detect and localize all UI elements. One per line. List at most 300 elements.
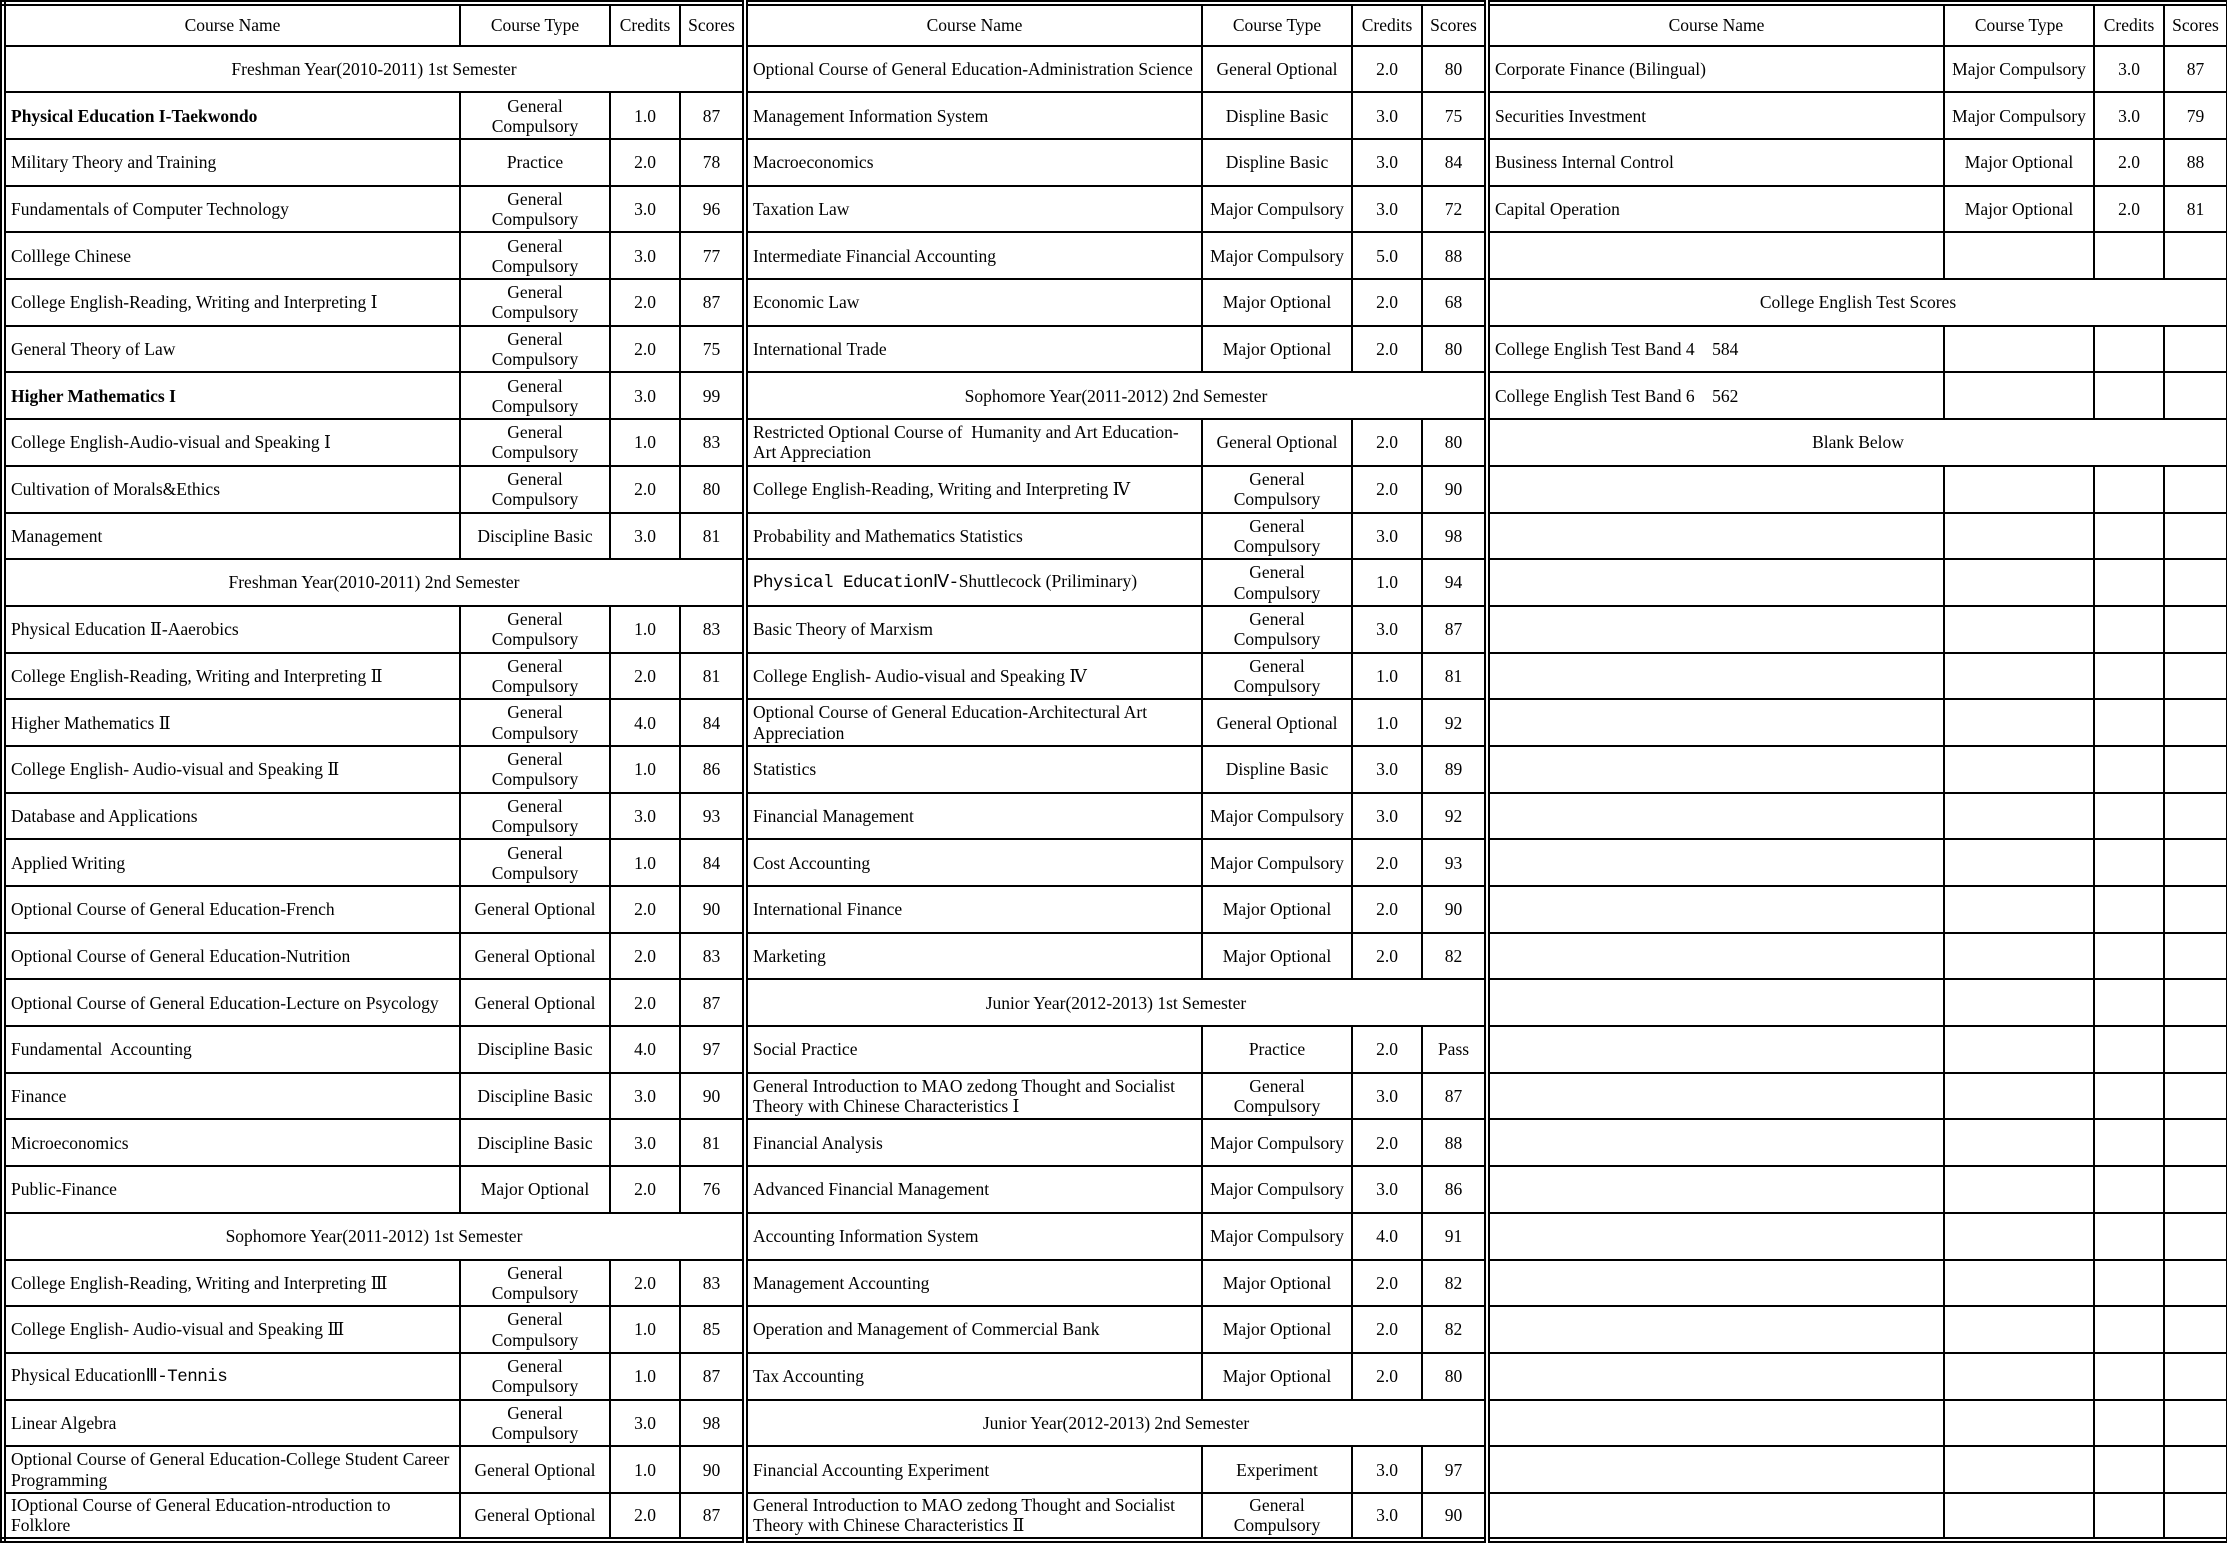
course-name-cell: Optional Course of General Education-College Student Career Programming [3, 1446, 460, 1493]
table-row [3, 1260, 2227, 1307]
course-name-cell: Finance [3, 1073, 460, 1120]
course-type-cell [1944, 653, 2094, 700]
course-name-cell: College English-Audio-visual and Speaking Ⅰ [3, 419, 460, 466]
credits-cell: 2.0 [610, 1493, 680, 1540]
course-type-cell: Displine Basic [1202, 746, 1352, 793]
score-cell: 93 [680, 793, 745, 840]
score-cell: 72 [1422, 186, 1487, 233]
score-cell [2164, 979, 2227, 1026]
course-type-cell: General Compulsory [460, 746, 610, 793]
credits-cell: 1.0 [610, 1446, 680, 1493]
score-cell: 90 [1422, 1493, 1487, 1540]
course-type-cell: Displine Basic [1202, 139, 1352, 186]
table-row [3, 139, 2227, 186]
header-credits: Credits [2094, 3, 2164, 46]
course-type-cell: General Compulsory [1202, 606, 1352, 653]
table-row [3, 1166, 2227, 1213]
table-row [3, 1400, 2227, 1447]
course-type-cell: General Optional [460, 933, 610, 980]
course-name-cell: Optional Course of General Education-Nutrition [3, 933, 460, 980]
score-cell: 81 [680, 513, 745, 560]
score-cell [2164, 1260, 2227, 1307]
course-type-cell [1944, 232, 2094, 279]
credits-cell: 3.0 [1352, 513, 1422, 560]
course-type-cell: General Compulsory [1202, 559, 1352, 606]
course-name-cell: General Introduction to MAO zedong Thought and Socialist Theory with Chinese Characteristics Ⅰ [745, 1073, 1202, 1120]
score-cell [2164, 1119, 2227, 1166]
course-name-cell: Linear Algebra [3, 1400, 460, 1447]
course-name-cell [1487, 232, 1944, 279]
score-cell: 75 [1422, 92, 1487, 139]
table-row [3, 372, 2227, 419]
score-cell: 83 [680, 606, 745, 653]
header-course-type: Course Type [1202, 3, 1352, 46]
table-row [3, 279, 2227, 326]
course-type-cell: General Optional [460, 886, 610, 933]
course-name-cell: Higher Mathematics I [3, 372, 460, 419]
course-type-cell: General Compulsory [460, 699, 610, 746]
course-type-cell: Discipline Basic [460, 1119, 610, 1166]
score-cell [2164, 886, 2227, 933]
credits-cell: 3.0 [610, 186, 680, 233]
table-row [3, 46, 2227, 93]
course-type-cell: Major Optional [460, 1166, 610, 1213]
course-name-cell: General Theory of Law [3, 326, 460, 373]
course-name-cell: Higher Mathematics Ⅱ [3, 699, 460, 746]
table-row [3, 326, 2227, 373]
credits-cell [2094, 699, 2164, 746]
course-name-segment: Shuttlecock (Priliminary) [958, 571, 1138, 592]
course-type-cell [1944, 886, 2094, 933]
score-cell: 85 [680, 1306, 745, 1353]
credits-cell [2094, 933, 2164, 980]
course-name-cell [1487, 839, 1944, 886]
course-type-cell: Major Compulsory [1202, 793, 1352, 840]
credits-cell: 3.0 [610, 232, 680, 279]
course-type-cell: General Compulsory [460, 232, 610, 279]
credits-cell [2094, 793, 2164, 840]
credits-cell: 1.0 [610, 746, 680, 793]
credits-cell: 2.0 [610, 139, 680, 186]
credits-cell [2094, 653, 2164, 700]
course-type-cell [1944, 793, 2094, 840]
course-name-cell: Corporate Finance (Bilingual) [1487, 46, 1944, 93]
score-cell: 87 [2164, 46, 2227, 93]
score-cell: 88 [2164, 139, 2227, 186]
score-cell: 82 [1422, 1260, 1487, 1307]
score-cell: 98 [1422, 513, 1487, 560]
credits-cell [2094, 839, 2164, 886]
table-row [3, 979, 2227, 1026]
score-cell: 77 [680, 232, 745, 279]
course-type-cell: Major Optional [1944, 139, 2094, 186]
table-row [3, 466, 2227, 513]
credits-cell [2094, 1493, 2164, 1540]
table-row [3, 746, 2227, 793]
score-cell: 83 [680, 419, 745, 466]
credits-cell [2094, 1260, 2164, 1307]
course-name-cell [3, 1353, 460, 1400]
course-type-cell [1944, 1213, 2094, 1260]
course-name-cell: College English-Reading, Writing and Interpreting Ⅱ [3, 653, 460, 700]
credits-cell: 2.0 [1352, 933, 1422, 980]
score-cell: 81 [2164, 186, 2227, 233]
course-name-cell: Database and Applications [3, 793, 460, 840]
score-cell: 83 [680, 1260, 745, 1307]
course-type-cell [1944, 1306, 2094, 1353]
course-type-cell [1944, 466, 2094, 513]
course-type-cell: General Compulsory [460, 793, 610, 840]
course-name-cell: Microeconomics [3, 1119, 460, 1166]
score-cell: 86 [680, 746, 745, 793]
credits-cell: 2.0 [610, 1166, 680, 1213]
credits-cell: 2.0 [1352, 46, 1422, 93]
credits-cell: 1.0 [610, 92, 680, 139]
course-name-cell: Optional Course of General Education-Administration Science [745, 46, 1202, 93]
table-row [3, 1446, 2227, 1493]
credits-cell [2094, 1119, 2164, 1166]
score-cell: 90 [1422, 886, 1487, 933]
course-name-cell: Tax Accounting [745, 1353, 1202, 1400]
score-cell: 89 [1422, 746, 1487, 793]
credits-cell: 3.0 [610, 372, 680, 419]
score-cell: 81 [680, 1119, 745, 1166]
course-type-cell [1944, 1353, 2094, 1400]
credits-cell: 1.0 [1352, 699, 1422, 746]
course-name-cell: College English-Reading, Writing and Interpreting Ⅲ [3, 1260, 460, 1307]
score-cell: 79 [2164, 92, 2227, 139]
course-name-cell [1487, 1026, 1944, 1073]
credits-cell [2094, 1400, 2164, 1447]
score-cell [2164, 699, 2227, 746]
course-name-cell [1487, 1493, 1944, 1540]
table-row [3, 92, 2227, 139]
score-cell: 90 [680, 1446, 745, 1493]
score-cell: 81 [680, 653, 745, 700]
credits-cell [2094, 606, 2164, 653]
credits-cell: 2.0 [610, 466, 680, 513]
course-name-cell: Accounting Information System [745, 1213, 1202, 1260]
course-name-cell: Restricted Optional Course of Humanity and Art Education-Art Appreciation [745, 419, 1202, 466]
credits-cell: 3.0 [1352, 793, 1422, 840]
credits-cell: 3.0 [2094, 46, 2164, 93]
credits-cell [2094, 1026, 2164, 1073]
course-name-cell: Financial Analysis [745, 1119, 1202, 1166]
table-row [3, 1493, 2227, 1540]
course-type-cell: Major Optional [1944, 186, 2094, 233]
course-type-cell: General Compulsory [460, 1306, 610, 1353]
course-type-cell: Major Compulsory [1944, 92, 2094, 139]
course-type-cell: Discipline Basic [460, 513, 610, 560]
course-name-cell [1487, 1213, 1944, 1260]
table-row [3, 1213, 2227, 1260]
course-name-cell: Financial Accounting Experiment [745, 1446, 1202, 1493]
course-type-cell: General Optional [1202, 699, 1352, 746]
table-row [3, 1026, 2227, 1073]
score-cell [2164, 793, 2227, 840]
course-type-cell: Discipline Basic [460, 1026, 610, 1073]
credits-cell: 2.0 [1352, 419, 1422, 466]
course-type-cell: Displine Basic [1202, 92, 1352, 139]
score-cell [2164, 1353, 2227, 1400]
course-type-cell [1944, 1260, 2094, 1307]
course-name-cell: College English- Audio-visual and Speaking Ⅳ [745, 653, 1202, 700]
credits-cell: 3.0 [2094, 92, 2164, 139]
table-row [3, 653, 2227, 700]
table-row [3, 1119, 2227, 1166]
course-name-cell: College English-Reading, Writing and Interpreting Ⅰ [3, 279, 460, 326]
course-type-cell: Experiment [1202, 1446, 1352, 1493]
score-cell: 92 [1422, 699, 1487, 746]
score-cell: 84 [680, 839, 745, 886]
course-type-cell: General Compulsory [1202, 1493, 1352, 1540]
score-cell [2164, 326, 2227, 373]
score-cell: 90 [680, 1073, 745, 1120]
credits-cell [2094, 326, 2164, 373]
section-row-label: Freshman Year(2010-2011) 1st Semester [3, 46, 745, 93]
course-type-cell: Practice [1202, 1026, 1352, 1073]
course-name-cell: Colllege Chinese [3, 232, 460, 279]
course-name-mono-segment: Physical EducationⅣ- [753, 573, 959, 594]
course-type-cell: General Optional [460, 1446, 610, 1493]
course-name-cell: Fundamentals of Computer Technology [3, 186, 460, 233]
course-name-cell: Military Theory and Training [3, 139, 460, 186]
course-type-cell: General Compulsory [460, 1260, 610, 1307]
course-name-cell: Probability and Mathematics Statistics [745, 513, 1202, 560]
course-name-cell [1487, 1400, 1944, 1447]
score-cell: 97 [1422, 1446, 1487, 1493]
table-row [3, 1306, 2227, 1353]
score-cell [2164, 1400, 2227, 1447]
course-type-cell: Major Compulsory [1202, 186, 1352, 233]
course-name-cell [1487, 746, 1944, 793]
header-course-type: Course Type [460, 3, 610, 46]
course-name-cell [1487, 793, 1944, 840]
credits-cell: 2.0 [1352, 886, 1422, 933]
course-type-cell: Major Optional [1202, 1353, 1352, 1400]
score-cell: 90 [680, 886, 745, 933]
course-type-cell [1944, 1166, 2094, 1213]
course-type-cell: General Compulsory [460, 279, 610, 326]
course-name-cell [1487, 1306, 1944, 1353]
credits-cell: 2.0 [610, 886, 680, 933]
course-name-cell: Management [3, 513, 460, 560]
course-name-cell: College English Test Band 6 562 [1487, 372, 1944, 419]
score-cell [2164, 513, 2227, 560]
course-name-cell: Securities Investment [1487, 92, 1944, 139]
credits-cell: 3.0 [610, 513, 680, 560]
credits-cell: 2.0 [610, 979, 680, 1026]
course-name-cell: International Finance [745, 886, 1202, 933]
course-name-cell: International Trade [745, 326, 1202, 373]
course-name-cell: Financial Management [745, 793, 1202, 840]
course-type-cell [1944, 326, 2094, 373]
credits-cell [2094, 979, 2164, 1026]
course-type-cell: General Optional [1202, 46, 1352, 93]
credits-cell: 2.0 [1352, 1119, 1422, 1166]
course-type-cell: Major Optional [1202, 326, 1352, 373]
header-course-name: Course Name [3, 3, 460, 46]
course-name-cell: General Introduction to MAO zedong Thought and Socialist Theory with Chinese Characteristics Ⅱ [745, 1493, 1202, 1540]
course-type-cell [1944, 1073, 2094, 1120]
table-row [3, 606, 2227, 653]
section-row-label: Junior Year(2012-2013) 1st Semester [745, 979, 1487, 1026]
course-type-cell: General Compulsory [1202, 1073, 1352, 1120]
table-row [3, 839, 2227, 886]
course-type-cell: General Compulsory [460, 186, 610, 233]
course-type-cell: Major Optional [1202, 886, 1352, 933]
table-row [3, 1353, 2227, 1400]
course-type-cell: Major Optional [1202, 1260, 1352, 1307]
credits-cell: 3.0 [1352, 1493, 1422, 1540]
course-type-cell: Major Compulsory [1202, 232, 1352, 279]
course-name-cell [1487, 1166, 1944, 1213]
table-row [3, 232, 2227, 279]
credits-cell [2094, 1213, 2164, 1260]
score-cell [2164, 232, 2227, 279]
course-type-cell: General Compulsory [460, 466, 610, 513]
course-name-cell [1487, 466, 1944, 513]
score-cell [2164, 466, 2227, 513]
score-cell [2164, 559, 2227, 606]
course-name-cell [1487, 1119, 1944, 1166]
table-row [3, 186, 2227, 233]
course-name-cell: Optional Course of General Education-Lecture on Psycology [3, 979, 460, 1026]
header-row [3, 3, 2227, 46]
score-cell: 97 [680, 1026, 745, 1073]
score-cell: 84 [1422, 139, 1487, 186]
score-cell: 81 [1422, 653, 1487, 700]
score-cell: 68 [1422, 279, 1487, 326]
course-name-cell [1487, 606, 1944, 653]
section-row-label: Sophomore Year(2011-2012) 1st Semester [3, 1213, 745, 1260]
credits-cell: 3.0 [1352, 746, 1422, 793]
credits-cell: 3.0 [1352, 1446, 1422, 1493]
credits-cell: 3.0 [610, 1119, 680, 1166]
credits-cell: 3.0 [610, 793, 680, 840]
score-cell: 87 [680, 1353, 745, 1400]
course-name-cell: Cost Accounting [745, 839, 1202, 886]
course-type-cell [1944, 1446, 2094, 1493]
credits-cell: 3.0 [610, 1400, 680, 1447]
course-name-cell [1487, 653, 1944, 700]
credits-cell: 1.0 [1352, 559, 1422, 606]
course-type-cell: Major Optional [1202, 1306, 1352, 1353]
course-type-cell: General Compulsory [1202, 653, 1352, 700]
course-type-cell: Discipline Basic [460, 1073, 610, 1120]
course-name-cell: Marketing [745, 933, 1202, 980]
section-row-label: College English Test Scores [1487, 279, 2227, 326]
course-name-segment: Physical Education [11, 1365, 146, 1386]
credits-cell [2094, 513, 2164, 560]
course-name-cell: College English-Reading, Writing and Interpreting Ⅳ [745, 466, 1202, 513]
score-cell: 87 [680, 279, 745, 326]
course-type-cell [1944, 979, 2094, 1026]
score-cell: 75 [680, 326, 745, 373]
score-cell: 90 [1422, 466, 1487, 513]
score-cell: 84 [680, 699, 745, 746]
score-cell: 99 [680, 372, 745, 419]
course-type-cell: General Optional [460, 1493, 610, 1540]
score-cell: 82 [1422, 1306, 1487, 1353]
course-name-cell [1487, 1073, 1944, 1120]
section-row-label: Sophomore Year(2011-2012) 2nd Semester [745, 372, 1487, 419]
credits-cell: 1.0 [1352, 653, 1422, 700]
course-type-cell: General Compulsory [1202, 513, 1352, 560]
credits-cell: 2.0 [1352, 1306, 1422, 1353]
course-type-cell: General Compulsory [460, 419, 610, 466]
score-cell: 86 [1422, 1166, 1487, 1213]
score-cell: 91 [1422, 1213, 1487, 1260]
credits-cell [2094, 559, 2164, 606]
credits-cell [2094, 466, 2164, 513]
credits-cell [2094, 1353, 2164, 1400]
course-name-cell [1487, 886, 1944, 933]
score-cell [2164, 933, 2227, 980]
course-type-cell [1944, 606, 2094, 653]
header-course-name: Course Name [1487, 3, 1944, 46]
score-cell: 80 [680, 466, 745, 513]
credits-cell: 1.0 [610, 606, 680, 653]
course-type-cell: General Compulsory [460, 606, 610, 653]
credits-cell: 3.0 [1352, 139, 1422, 186]
score-cell [2164, 1026, 2227, 1073]
course-name-cell: Optional Course of General Education-Architectural Art Appreciation [745, 699, 1202, 746]
course-type-cell [1944, 746, 2094, 793]
course-name-cell: Business Internal Control [1487, 139, 1944, 186]
course-type-cell: General Compulsory [460, 326, 610, 373]
score-cell: 87 [680, 1493, 745, 1540]
score-cell: 98 [680, 1400, 745, 1447]
section-row-label: Blank Below [1487, 419, 2227, 466]
course-name-cell: Physical Education I-Taekwondo [3, 92, 460, 139]
table-row [3, 513, 2227, 560]
course-type-cell [1944, 559, 2094, 606]
header-course-name: Course Name [745, 3, 1202, 46]
course-name-cell [1487, 979, 1944, 1026]
course-name-cell: Public-Finance [3, 1166, 460, 1213]
credits-cell: 4.0 [610, 1026, 680, 1073]
course-name-cell: Intermediate Financial Accounting [745, 232, 1202, 279]
course-type-cell: General Compulsory [1202, 466, 1352, 513]
course-name-cell: Applied Writing [3, 839, 460, 886]
course-type-cell: Major Compulsory [1202, 839, 1352, 886]
credits-cell: 2.0 [610, 279, 680, 326]
course-type-cell [1944, 839, 2094, 886]
course-type-cell: General Optional [460, 979, 610, 1026]
section-row-label: Freshman Year(2010-2011) 2nd Semester [3, 559, 745, 606]
score-cell [2164, 839, 2227, 886]
course-type-cell: General Compulsory [460, 92, 610, 139]
credits-cell: 5.0 [1352, 232, 1422, 279]
course-type-cell: Major Optional [1202, 279, 1352, 326]
course-name-cell: College English- Audio-visual and Speaking Ⅲ [3, 1306, 460, 1353]
score-cell: 93 [1422, 839, 1487, 886]
course-name-cell: Management Information System [745, 92, 1202, 139]
score-cell [2164, 1493, 2227, 1540]
credits-cell [2094, 1306, 2164, 1353]
score-cell [2164, 746, 2227, 793]
course-type-cell [1944, 513, 2094, 560]
course-name-cell: Social Practice [745, 1026, 1202, 1073]
credits-cell [2094, 886, 2164, 933]
credits-cell: 2.0 [1352, 839, 1422, 886]
table-row [3, 699, 2227, 746]
score-cell: 80 [1422, 1353, 1487, 1400]
score-cell: 78 [680, 139, 745, 186]
score-cell [2164, 653, 2227, 700]
table-row [3, 1073, 2227, 1120]
